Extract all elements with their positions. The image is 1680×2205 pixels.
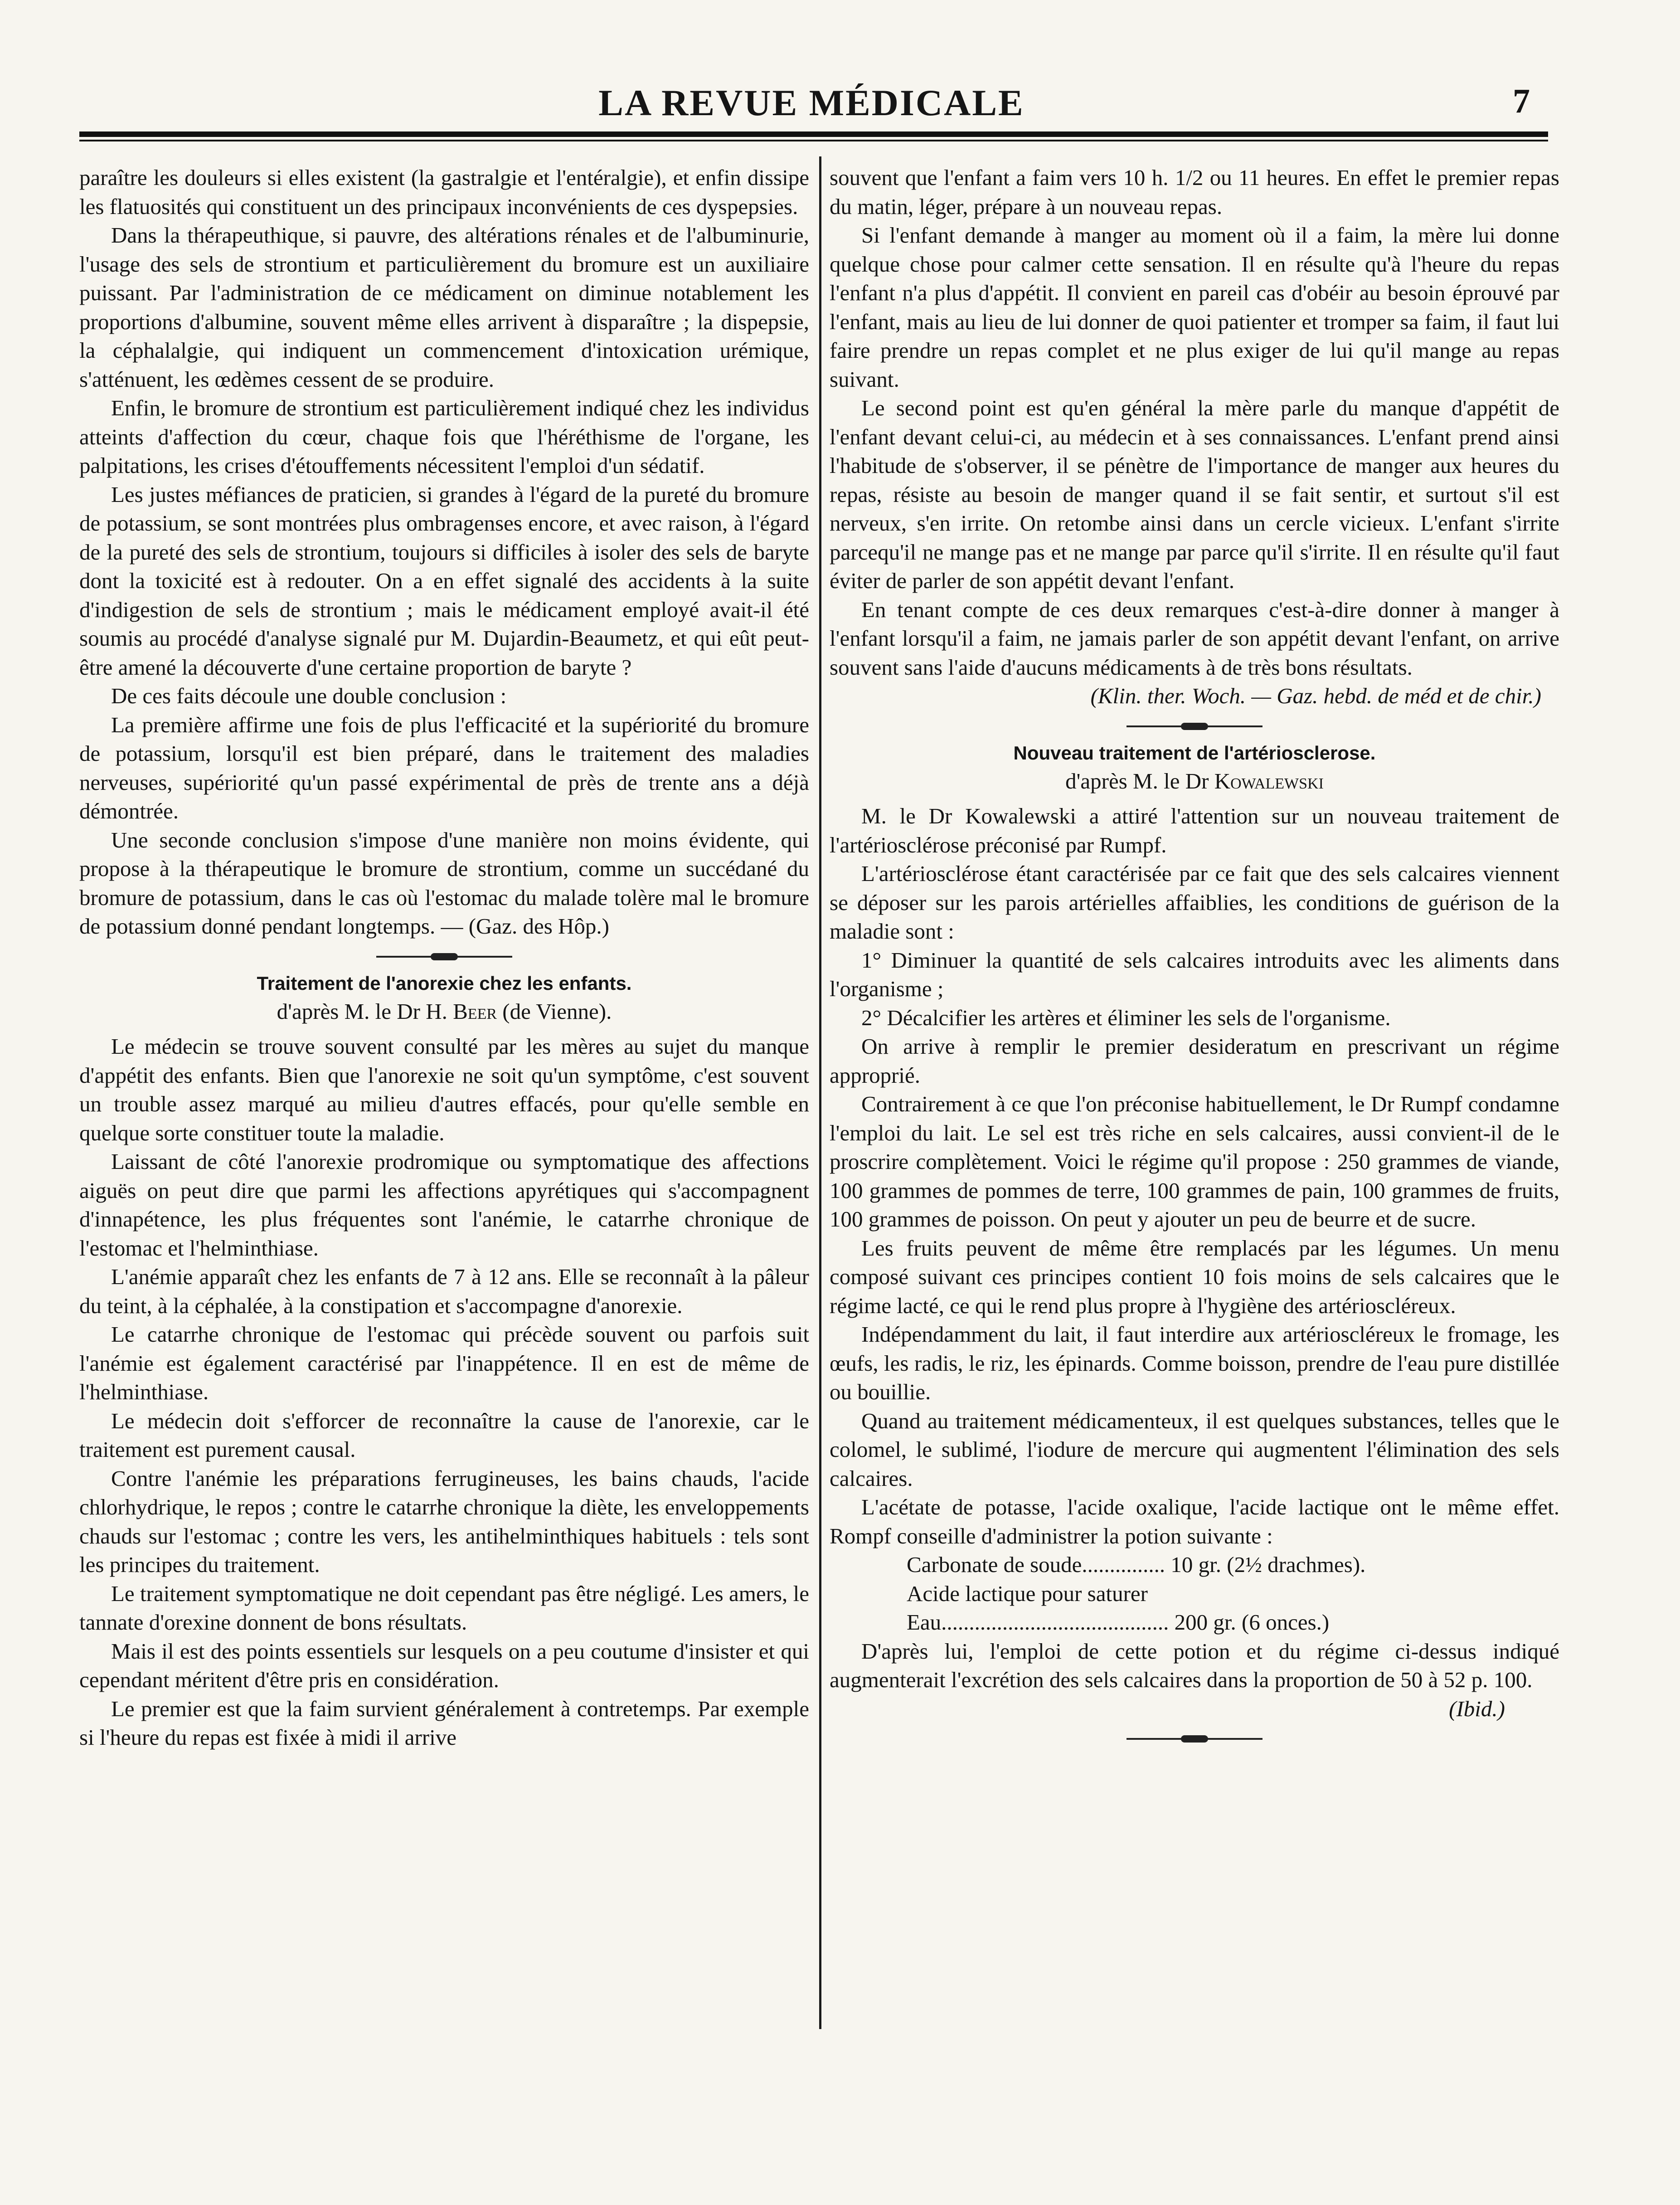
article-byline <box>830 767 1559 796</box>
paragraph: L'acétate de potasse, l'acide oxalique, l'acide lactique ont le même effet. Rompf conseille d'administrer la potion suivante : <box>830 1494 1559 1548</box>
paragraph: Mais il est des points essentiels sur lesquels on a peu coutume d'insister et qui cependant méritent d'être pris en considération. <box>79 1638 809 1692</box>
column-divider <box>819 156 821 2029</box>
byline-author: Beer <box>453 998 497 1024</box>
journal-title: LA REVUE MÉDICALE <box>598 82 1025 123</box>
paragraph: Le premier est que la faim survient généralement à contretemps. Par exemple si l'heure du repas est fixée à midi il arrive <box>79 1696 809 1750</box>
article-byline <box>79 997 809 1026</box>
paragraph: Quand au traitement médicamenteux, il est quelques substances, telles que le colomel, le sublimé, l'iodure de mercure qui augmentent l'élimination des sels calcaires. <box>830 1408 1559 1491</box>
prescription-line: Eau......................................... 200 gr. (6 onces.) <box>907 1610 1330 1635</box>
paragraph: Laissant de côté l'anorexie prodromique ou symptomatique des affections aiguës on peut dire que parmi les affections apyrétiques qui s'accompagnent d'innapétence, les plus fréquentes sont l'anémie, le catarrhe chronique de l'estomac et l'helminthiase. <box>79 1149 809 1261</box>
byline-author: Kowalewski <box>1214 768 1324 793</box>
left-column <box>79 163 809 1752</box>
paragraph: L'artériosclérose étant caractérisée par ce fait que des sels calcaires viennent se déposer sur les parois artérielles affaiblies, les conditions de guérison de la maladie sont : <box>830 861 1559 944</box>
paragraph: Contrairement à ce que l'on préconise habituellement, le Dr Rumpf condamne l'emploi du lait. Le sel est très riche en sels calcaires, aussi convient-il de le proscrire complètement. Voici le régime qu'il propose : 250 grammes de viande, 100 grammes de pommes de terre, 100 grammes de pain, 100 grammes de fruits, 100 grammes de poisson. On peut y ajouter un peu de beurre et de sucre. <box>830 1091 1559 1231</box>
header-rule-thick <box>79 131 1548 137</box>
paragraph: De ces faits découle une double conclusion : <box>111 683 507 708</box>
paragraph: 1° Diminuer la quantité de sels calcaires introduits avec les aliments dans l'organisme ; <box>830 947 1559 1001</box>
paragraph: Une seconde conclusion s'impose d'une manière non moins évidente, qui propose à la thérapeutique le bromure de strontium, comme un succédané du bromure de potassium, dans le cas où l'estomac du malade tolère mal le bromure de potassium donné pendant longtemps. — (Gaz. des Hôp.) <box>79 827 809 939</box>
section-separator <box>376 947 512 965</box>
paragraph: Si l'enfant demande à manger au moment où il a faim, la mère lui donne quelque chose pour calmer cette sensation. Il en résulte qu'à l'heure du repas l'enfant n'a plus d'appétit. Il convient en pareil cas d'obéir au besoin éprouvé par l'enfant, mais au lieu de lui donner de quoi patienter et tromper sa faim, il faut lui faire prendre un repas complet et ne plus exiger de lui qu'il mange au repas suivant. <box>830 223 1559 392</box>
paragraph: Le catarrhe chronique de l'estomac qui précède souvent ou parfois suit l'anémie est également caractérisé par l'inappétence. Il en est de même de l'helminthiase. <box>79 1322 809 1404</box>
paragraph: M. le Dr Kowalewski a attiré l'attention sur un nouveau traitement de l'artériosclérose préconisé par Rumpf. <box>830 803 1559 857</box>
paragraph: Le second point est qu'en général la mère parle du manque d'appétit de l'enfant devant celui-ci, au médecin et à ses connaissances. L'enfant prend ainsi l'habitude de s'observer, il se pénètre de l'importance de manger aux heures du repas, résiste au besoin de manger quand il se fait sentir, et surtout s'il est nerveux, s'en irrite. On retombe ainsi dans un cercle vicieux. L'enfant s'irrite parcequ'il ne mange pas et ne mange par parce qu'il s'irrite. Il en résulte qu'il faut éviter de parler de son appétit devant l'enfant. <box>830 395 1559 593</box>
byline-suffix: (de Vienne). <box>502 998 612 1024</box>
page-number: 7 <box>1513 82 1530 120</box>
paragraph: Enfin, le bromure de strontium est particulièrement indiqué chez les individus atteints d'affection du cœur, chaque fois que l'héréthisme de l'organe, les palpitations, les crises d'étouffements nécessitent l'emploi d'un sédatif. <box>79 395 809 478</box>
paragraph: En tenant compte de ces deux remarques c'est-à-dire donner à manger à l'enfant lorsqu'il a faim, ne jamais parler de son appétit devant l'enfant, on arrive souvent sans l'aide d'aucuns médicaments à de très bons résultats. <box>830 597 1559 680</box>
paragraph: Les justes méfiances de praticien, si grandes à l'égard de la pureté du bromure de potassium, se sont montrées plus ombragenses encore, et avec raison, à l'égard de la pureté des sels de strontium, toujours si difficiles à isoler des sels de baryte dont la toxicité est à redouter. On a en effet signalé des accidents à la suite d'indigestion de sels de strontium ; mais le médicament employé avait-il été soumis au procédé d'analyse signalé pur M. Dujardin-Beaumetz, et qui eût peut-être amené la découverte d'une certaine proportion de baryte ? <box>79 482 809 680</box>
byline-prefix: d'après M. le Dr H. <box>277 998 447 1024</box>
header-rule-thin <box>79 140 1548 141</box>
paragraph: Le médecin doit s'efforcer de reconnaître la cause de l'anorexie, car le traitement est purement causal. <box>79 1408 809 1462</box>
article-heading: Traitement de l'anorexie chez les enfants. <box>257 972 632 994</box>
paragraph: Le médecin se trouve souvent consulté par les mères au sujet du manque d'appétit des enfants. Bien que l'anorexie ne soit qu'un symptôme, c'est souvent un trouble assez marqué au milieu d'autres effacés, pour qu'elle semble en quelque sorte constituer toute la maladie. <box>79 1034 809 1145</box>
paragraph: Indépendamment du lait, il faut interdire aux artérioscléreux le fromage, les œufs, les radis, le riz, les épinards. Comme boisson, prendre de l'eau pure distillée ou bouillie. <box>830 1322 1559 1404</box>
paragraph: paraître les douleurs si elles existent (la gastralgie et l'entéralgie), et enfin dissipe les flatuosités qui constituent un des principaux inconvénients de ces dyspepsies. <box>79 165 809 219</box>
section-separator <box>1126 1729 1262 1747</box>
prescription-line: Acide lactique pour saturer <box>907 1581 1148 1606</box>
prescription-line: Carbonate de soude............... 10 gr. (2½ drachmes). <box>907 1552 1366 1577</box>
paragraph: 2° Décalcifier les artères et éliminer les sels de l'organisme. <box>861 1005 1391 1030</box>
right-column <box>830 163 1559 1752</box>
byline-prefix: d'après M. le Dr <box>1065 768 1209 793</box>
paragraph: La première affirme une fois de plus l'efficacité et la supériorité du bromure de potassium, lorsqu'il est bien préparé, dans le traitement des maladies nerveuses, supériorité qu'un passé expérimental de près de trente ans a déjà démontrée. <box>79 712 809 823</box>
paragraph: Contre l'anémie les préparations ferrugineuses, les bains chauds, l'acide chlorhydrique, le repos ; contre le catarrhe chronique la diète, les enveloppements chauds sur l'estomac ; contre les vers, les antihelminthiques habituels : tels sont les principes du traitement. <box>79 1465 809 1577</box>
citation: (Ibid.) <box>1449 1696 1505 1721</box>
paragraph: Les fruits peuvent de même être remplacés par les légumes. Un menu composé suivant ces principes contient 10 fois moins de sels calcaires que le régime lacté, ce qui le rend plus propre à l'hygiène des artérioscléreux. <box>830 1235 1559 1318</box>
paragraph: Dans la thérapeuthique, si pauvre, des altérations rénales et de l'albuminurie, l'usage des sels de strontium et particulièrement du bromure est un auxiliaire puissant. Par l'administration de ce médicament on diminue notablement les proportions d'albumine, souvent même elles arrivent à disparaître ; la dispepsie, la céphalalgie, qui indiquent un commencement d'intoxication urémique, s'atténuent, les œdèmes cessent de se produire. <box>79 223 809 392</box>
paragraph: souvent que l'enfant a faim vers 10 h. 1/2 ou 11 heures. En effet le premier repas du matin, léger, prépare à un nouveau repas. <box>830 165 1559 219</box>
paragraph: On arrive à remplir le premier desideratum en prescrivant un régime approprié. <box>830 1034 1559 1088</box>
paragraph: L'anémie apparaît chez les enfants de 7 à 12 ans. Elle se reconnaît à la pâleur du teint, à la céphalée, à la constipation et s'accompagne d'anorexie. <box>79 1264 809 1318</box>
paragraph: Le traitement symptomatique ne doit cependant pas être négligé. Les amers, le tannate d'orexine donnent de bons résultats. <box>79 1581 809 1635</box>
paragraph: D'après lui, l'emploi de cette potion et du régime ci-dessus indiqué augmenterait l'excrétion des sels calcaires dans la proportion de 50 à 52 p. 100. <box>830 1638 1559 1692</box>
section-separator <box>1126 717 1262 735</box>
citation: (Klin. ther. Woch. — Gaz. hebd. de méd et de chir.) <box>1090 683 1541 708</box>
article-heading: Nouveau traitement de l'artériosclerose. <box>1013 742 1376 764</box>
masthead <box>75 77 1548 131</box>
